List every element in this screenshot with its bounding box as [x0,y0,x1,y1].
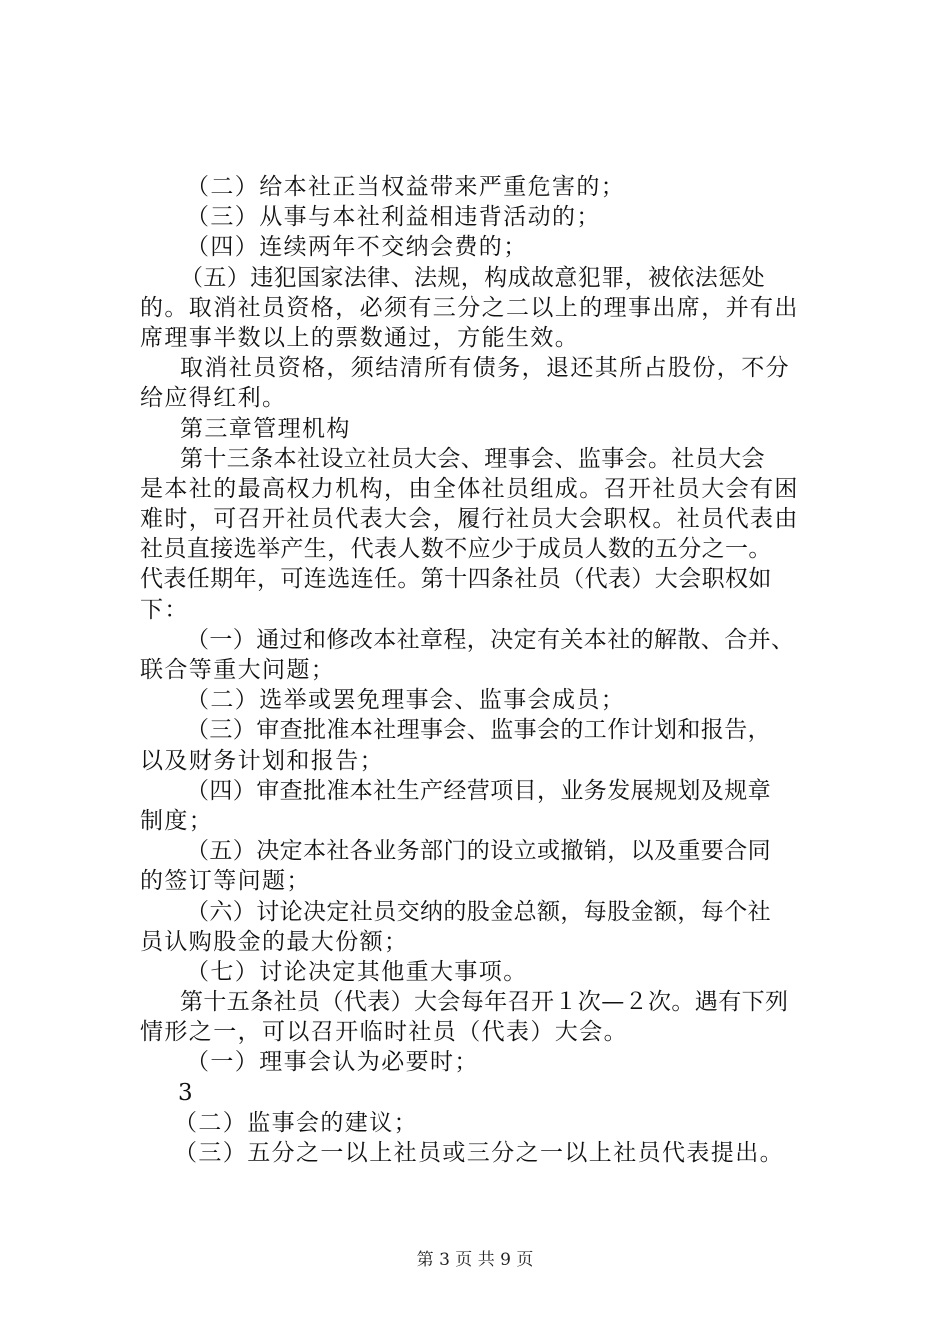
body-line: 是本社的最高权力机构，由全体社员组成。召开社员大会有困 [140,475,799,502]
body-line: （一）通过和修改本社章程，决定有关本社的解散、合并、 [186,626,795,653]
body-line: （七）讨论决定其他重大事项。 [186,958,528,985]
body-line: 第十五条社员（代表）大会每年召开１次—２次。遇有下列 [180,989,789,1016]
body-line: 的。取消社员资格，必须有三分之二以上的理事出席，并有出 [140,294,799,321]
body-line: （一）理事会认为必要时； [186,1049,479,1076]
body-line: （三）审查批准本社理事会、监事会的工作计划和报告， [186,717,771,744]
body-line: 情形之一，可以召开临时社员（代表）大会。 [140,1019,628,1046]
body-line: （六）讨论决定社员交纳的股金总额，每股金额，每个社 [186,898,771,925]
body-line: （三）从事与本社利益相违背活动的； [186,204,601,231]
body-line: （三）五分之一以上社员或三分之一以上社员代表提出。 [174,1140,784,1166]
stray-page-number: 3 [178,1079,195,1106]
body-line: （四）审查批准本社生产经营项目，业务发展规划及规章 [186,777,771,804]
body-line: （四）连续两年不交纳会费的； [186,234,528,261]
page-footer: 第 3 页 共 9 页 [416,1250,534,1270]
body-line: 席理事半数以上的票数通过，方能生效。 [140,324,580,351]
body-line: 员认购股金的最大份额； [140,928,409,955]
body-line: 给应得红利。 [140,385,287,412]
chapter-heading: 第三章管理机构 [180,415,351,442]
body-line: 制度； [140,807,214,834]
body-line: 取消社员资格，须结清所有债务，退还其所占股份，不分 [180,355,790,382]
body-line: 下： [140,596,189,623]
body-line: 社员直接选举产生，代表人数不应少于成员人数的五分之一。 [140,536,772,563]
body-line: 的签订等问题； [140,868,311,895]
body-line: 联合等重大问题； [140,657,336,683]
body-line: （二）选举或罢免理事会、监事会成员； [186,687,626,714]
body-line: （二）给本社正当权益带来严重危害的； [186,174,626,200]
body-line: 第十三条本社设立社员大会、理事会、监事会。社员大会 [180,445,765,472]
body-line: （五）违犯国家法律、法规，构成故意犯罪，被依法惩处 [180,264,765,291]
body-line: （五）决定本社各业务部门的设立或撤销，以及重要合同 [186,838,771,865]
body-line: 难时，可召开社员代表大会，履行社员大会职权。社员代表由 [140,506,799,533]
body-line: 代表任期年，可连选连任。第十四条社员（代表）大会职权如 [140,566,772,593]
document-body [140,172,840,1168]
body-line: （二）监事会的建议； [174,1109,418,1136]
body-line: 以及财务计划和报告； [140,747,384,774]
